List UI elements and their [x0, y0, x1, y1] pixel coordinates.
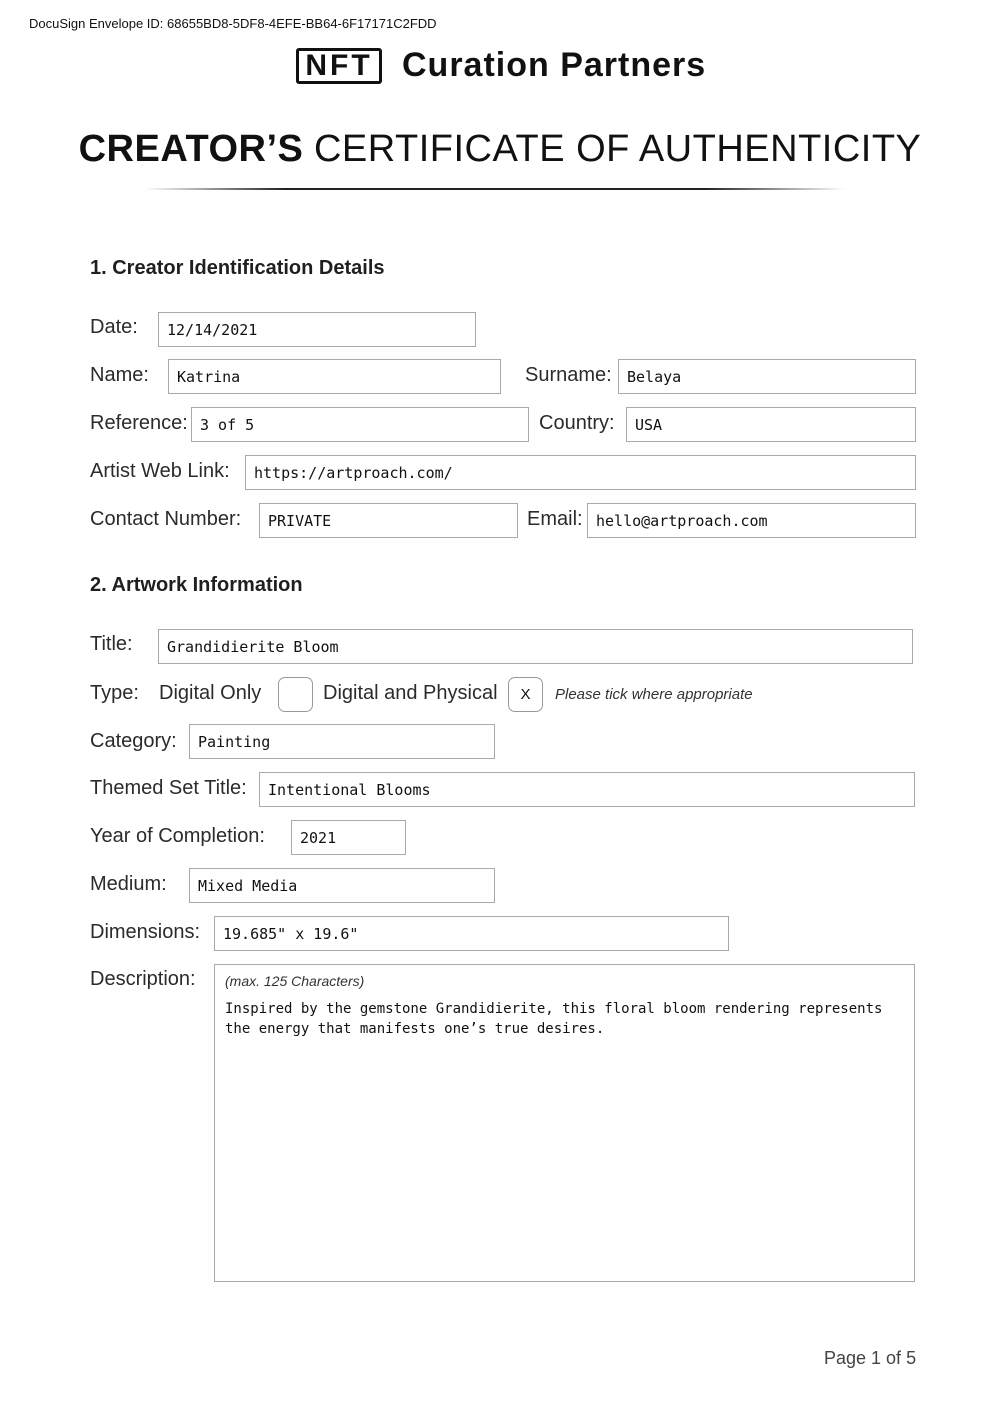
weblink-field[interactable]: https://artproach.com/ [245, 455, 916, 490]
contact-label: Contact Number: [90, 508, 242, 530]
themed-set-field[interactable]: Intentional Blooms [259, 772, 915, 807]
type-hint: Please tick where appropriate [555, 686, 753, 703]
category-label: Category: [90, 730, 177, 752]
type-digital-physical-label: Digital and Physical [323, 682, 498, 704]
themed-set-label: Themed Set Title: [90, 777, 247, 799]
title-rest: CERTIFICATE OF AUTHENTICITY [313, 128, 922, 170]
dimensions-label: Dimensions: [90, 921, 201, 943]
envelope-id: DocuSign Envelope ID: 68655BD8-5DF8-4EFE-BB64-6F17171C2FDD [29, 16, 437, 31]
date-label: Date: [90, 316, 138, 338]
page-number: Page 1 of 5 [824, 1348, 917, 1368]
title-divider [145, 188, 845, 190]
dimensions-field[interactable]: 19.685" x 19.6" [214, 916, 729, 951]
name-field[interactable]: Katrina [168, 359, 501, 394]
description-label: Description: [90, 968, 196, 990]
email-field[interactable]: hello@artproach.com [587, 503, 916, 538]
company-logo [0, 44, 1000, 92]
email-label: Email: [527, 508, 583, 530]
medium-label: Medium: [90, 873, 167, 895]
section-heading-artwork: 2. Artwork Information [90, 574, 303, 596]
reference-label: Reference: [90, 412, 188, 434]
title-label: Title: [90, 633, 133, 655]
weblink-label: Artist Web Link: [90, 460, 230, 482]
year-field[interactable]: 2021 [291, 820, 406, 855]
logo-mark: NFT [296, 48, 382, 84]
description-textarea[interactable] [214, 964, 915, 1282]
surname-field[interactable]: Belaya [618, 359, 916, 394]
year-label: Year of Completion: [90, 825, 265, 847]
logo-name: Curation Partners [402, 46, 707, 84]
category-field[interactable]: Painting [189, 724, 495, 759]
digital-only-checkbox[interactable] [278, 677, 313, 712]
title-bold: CREATOR’S [78, 128, 304, 170]
country-field[interactable]: USA [626, 407, 916, 442]
description-hint: (max. 125 Characters) [225, 973, 365, 989]
reference-field[interactable]: 3 of 5 [191, 407, 529, 442]
document-title [0, 128, 1000, 171]
name-label: Name: [90, 364, 149, 386]
surname-label: Surname: [525, 364, 612, 386]
section-heading-creator: 1. Creator Identification Details [90, 257, 385, 279]
country-label: Country: [539, 412, 615, 434]
contact-field[interactable]: PRIVATE [259, 503, 518, 538]
date-field[interactable]: 12/14/2021 [158, 312, 476, 347]
type-digital-only-label: Digital Only [159, 682, 262, 704]
type-label: Type: [90, 682, 139, 704]
digital-physical-checkbox[interactable]: X [508, 677, 543, 712]
description-text: Inspired by the gemstone Grandidierite, this floral bloom rendering represents the energy that manifests one’s true desires. [225, 1001, 883, 1037]
medium-field[interactable]: Mixed Media [189, 868, 495, 903]
artwork-title-field[interactable]: Grandidierite Bloom [158, 629, 913, 664]
